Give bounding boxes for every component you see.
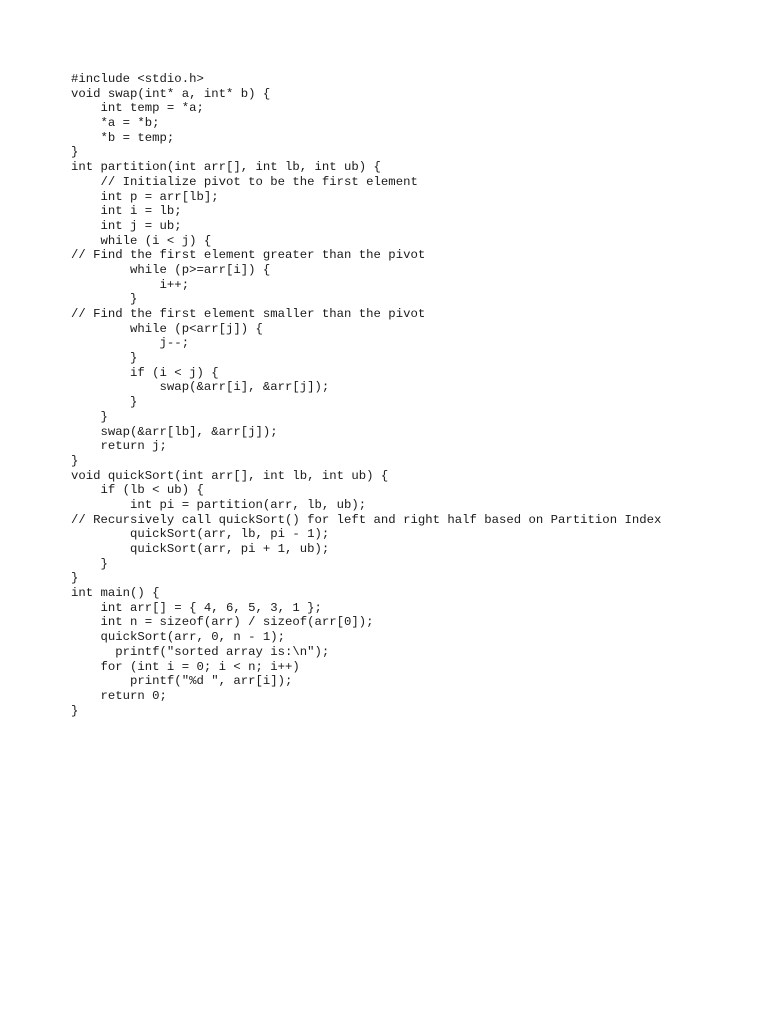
code-line: swap(&arr[i], &arr[j]); (71, 380, 330, 395)
code-line: *a = *b; (71, 116, 160, 131)
code-line: // Find the first element smaller than the pivot (71, 307, 426, 321)
code-line: // Find the first element greater than the pivot (71, 248, 426, 263)
code-line: void quickSort(int arr[], int lb, int ub) { (71, 468, 389, 483)
code-line: swap(&arr[lb], &arr[j]); (71, 424, 278, 439)
code-line: *b = temp; (71, 130, 175, 145)
code-line: if (lb < ub) { (71, 483, 204, 498)
code-line: int main() { (71, 586, 160, 601)
code-line: int p = arr[lb]; (71, 189, 219, 204)
code-line: int partition(int arr[], int lb, int ub) { (71, 160, 381, 175)
code-line: return j; (71, 439, 167, 454)
code-line: while (i < j) { (71, 233, 212, 248)
code-line: int i = lb; (71, 204, 182, 219)
code-line: quickSort(arr, pi + 1, ub); (71, 542, 330, 556)
code-line: // Recursively call quickSort() for left and right half based on Partition Index (71, 512, 662, 527)
code-line: } (71, 395, 138, 410)
code-line: } (71, 453, 79, 468)
code-line: for (int i = 0; i < n; i++) (71, 659, 300, 674)
code-line: if (i < j) { (71, 365, 219, 380)
code-line: int temp = *a; (71, 101, 204, 116)
code-line: i++; (71, 277, 190, 292)
code-listing (71, 72, 661, 718)
code-line: int n = sizeof(arr) / sizeof(arr[0]); (71, 615, 374, 630)
code-line: } (71, 145, 79, 160)
code-line: return 0; (71, 688, 167, 703)
code-line: printf("sorted array is:\n"); (71, 644, 330, 659)
code-line: #include <stdio.h> (71, 72, 204, 86)
code-line: quickSort(arr, lb, pi - 1); (71, 527, 330, 542)
code-line: } (71, 556, 108, 571)
code-line: j--; (71, 336, 190, 351)
code-line: // Initialize pivot to be the first element (71, 174, 418, 189)
code-line: int j = ub; (71, 218, 182, 233)
code-line: } (71, 703, 79, 718)
code-line: void swap(int* a, int* b) { (71, 86, 271, 101)
code-line: } (71, 351, 138, 366)
code-line: quickSort(arr, 0, n - 1); (71, 630, 286, 645)
code-line: while (p>=arr[i]) { (71, 262, 271, 277)
code-line: } (71, 571, 79, 586)
code-line: } (71, 409, 108, 424)
code-line: printf("%d ", arr[i]); (71, 674, 293, 689)
code-line: int arr[] = { 4, 6, 5, 3, 1 }; (71, 600, 322, 615)
code-line: } (71, 292, 138, 307)
code-line: while (p<arr[j]) { (71, 321, 263, 336)
code-line: int pi = partition(arr, lb, ub); (71, 497, 367, 512)
